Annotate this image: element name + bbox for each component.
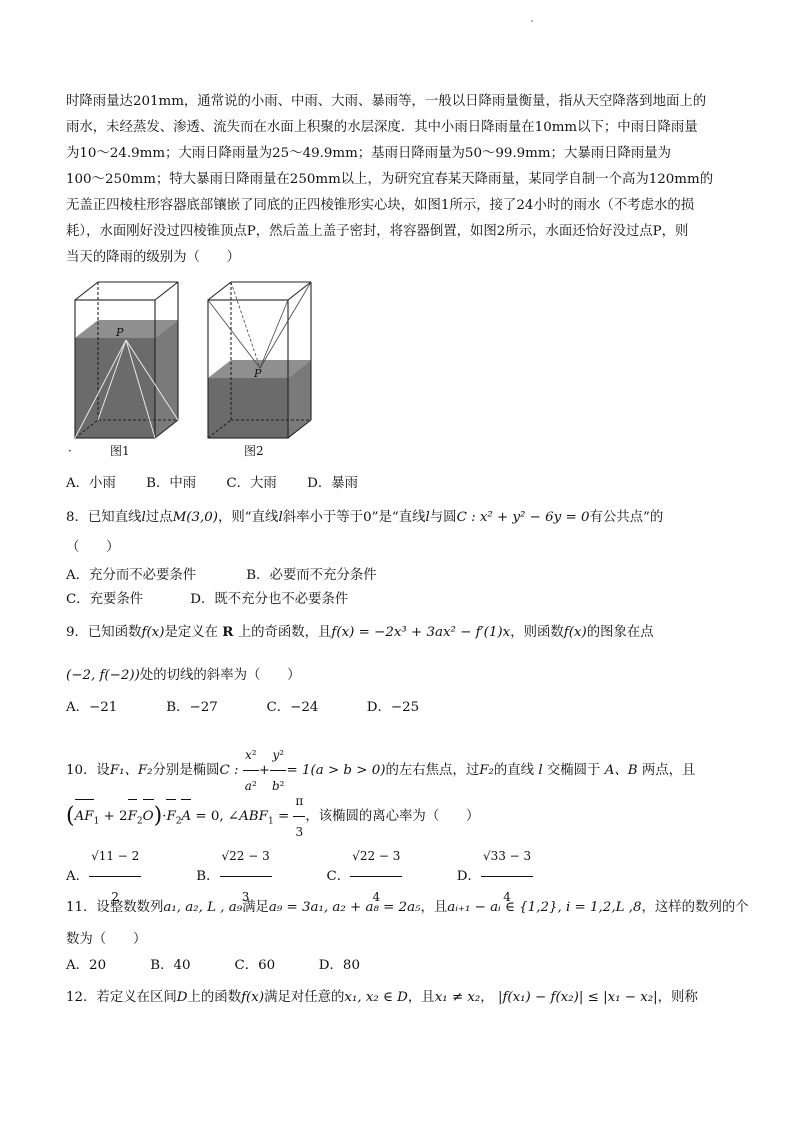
q7-line-6: 耗），水面刚好没过四棱锥顶点P，然后盖上盖子密封，将容器倒置，如图2所示，水面还恰好没过点P，则 — [66, 224, 689, 239]
q10-option-d[interactable]: D． $\frac{√33 - 3}{4}$ — [457, 836, 533, 917]
q10-ellipse-x-term: $\frac{\text{x²}}{\text{a²}}$ — [243, 740, 259, 801]
q7-line-3: 为10～24.9mm；大雨日降雨量为25～49.9mm；基雨日降雨量为50～99.9mm；大暴雨日降雨量为 — [66, 146, 672, 161]
q7-line-4: 100～250mm；特大暴雨日降雨量在250mm以上，为研究宜春某天降雨量，某同学自制一个高为120mm的 — [66, 172, 714, 187]
q11-stem: 11．设整数数列a₁, a₂, L , a₉满足a₉ = 3a₁, a₂ + a₈ = 2a₅，且aᵢ₊₁ − aᵢ ∈ {1,2}, i = 1,2,L ,8，这样的数列的个 — [66, 900, 749, 915]
q9-line-2: (−2, f(−2))处的切线的斜率为（ ） — [66, 668, 301, 683]
q10-angle-frac: $\frac{\pi}{3}$ — [293, 786, 305, 847]
q7-option-d[interactable]: D．暴雨 — [307, 476, 358, 491]
q8-options-row1 — [66, 566, 403, 586]
q7-options — [66, 474, 384, 494]
q9-stem: 9．已知函数f(x)是定义在 R 上的奇函数，且f(x) = −2x³ + 3ax² − f′(1)x，则函数f(x)的图象在点 — [66, 624, 654, 640]
q9-option-a[interactable]: A．−21 — [66, 700, 118, 715]
figure-1 — [68, 282, 178, 458]
q10-ellipse-y-term: $\frac{\text{y²}}{\text{b²}}$ — [270, 740, 287, 801]
q10-option-a[interactable]: A． $\frac{√11 - 2}{2}$ — [66, 836, 166, 917]
fig1-point-label: P — [116, 326, 124, 339]
q11-option-d[interactable]: D．80 — [318, 958, 360, 973]
q10-line-2: $(AF_1 + 2F_2O)\cdot F_2A = 0$, $\angle ABF_1$ = $\frac{\pi}{3}$ ，该椭圆的离心率为（ ） — [66, 786, 734, 847]
q10-option-c[interactable]: C． $\frac{√22 - 3}{4}$ — [327, 836, 427, 917]
q9-options — [66, 698, 445, 718]
fig1-caption: 图1 — [110, 444, 130, 458]
q9-option-b[interactable]: B．−27 — [166, 700, 218, 715]
q7-line-5: 无盖正四棱柱形容器底部镶嵌了同底的正四棱锥形实心块，如图1所示，接了24小时的雨水（不考虑水的损 — [66, 198, 695, 213]
q8-option-c[interactable]: C．充要条件 — [66, 592, 144, 607]
q8-option-d[interactable]: D．既不充分也不必要条件 — [190, 592, 349, 607]
q11-option-a[interactable]: A．20 — [66, 958, 107, 973]
q11-option-b[interactable]: B．40 — [150, 958, 191, 973]
q11-line-2: 数为（ ） — [66, 932, 147, 947]
q7-line-7: 当天的降雨的级别为（ ） — [66, 250, 241, 265]
q12-stem: 12．若定义在区间D上的函数f(x)满足对任意的x₁, x₂ ∈ D，且x₁ ≠ x₂， |f(x₁) − f(x₂)| ≤ |x₁ − x₂|，则称 — [66, 990, 698, 1005]
q7-option-b[interactable]: B．中雨 — [146, 476, 197, 491]
q9-option-d[interactable]: D．−25 — [366, 700, 420, 715]
q8-options-row2 — [66, 590, 374, 610]
scan-dot — [531, 20, 533, 22]
q8-option-a[interactable]: A．充分而不必要条件 — [66, 568, 197, 583]
q7-option-c[interactable]: C．大雨 — [226, 476, 277, 491]
q11-option-c[interactable]: C．60 — [234, 958, 276, 973]
fig2-point-label: P — [254, 367, 262, 380]
svg-text:·: · — [68, 444, 72, 458]
q8-paren: （ ） — [66, 540, 120, 555]
q7-line-2: 雨水，未经蒸发、渗透、流失而在水面上积聚的水层深度．其中小雨日降雨量在10mm以下；中雨日降雨量 — [66, 120, 698, 135]
fig1-water-front — [75, 338, 155, 438]
q10-option-b[interactable]: B． $\frac{√22 - 3}{3}$ — [196, 836, 296, 917]
q11-options — [66, 956, 386, 976]
q7-option-a[interactable]: A．小雨 — [66, 476, 116, 491]
q9-option-c[interactable]: C．−24 — [266, 700, 319, 715]
fig2-water-front — [208, 378, 288, 438]
figure-containers — [60, 278, 360, 458]
q8-stem: 8．已知直线l过点M(3,0)，则“直线l斜率小于等于0”是“直线l与圆C : x² + y² − 6y = 0有公共点”的 — [66, 510, 664, 525]
fig2-caption: 图2 — [244, 444, 264, 458]
q10-stem: 10．设F₁、F₂分别是椭圆C : $\frac{\text{x²}}{\text{a²}}$ + $\frac{\text{y²}}{\text{b²}}$ = 1(a > b > 0)的左右焦点，过F₂的直线 l 交椭圆于 A、B 两点，且 — [66, 740, 734, 801]
q7-line-1: 时降雨量达201mm，通常说的小雨、中雨、大雨、暴雨等，一般以日降雨量衡量，指从天空降落到地面上的 — [66, 94, 707, 109]
q8-option-b[interactable]: B．必要而不充分条件 — [246, 568, 377, 583]
figure-2 — [208, 282, 311, 458]
